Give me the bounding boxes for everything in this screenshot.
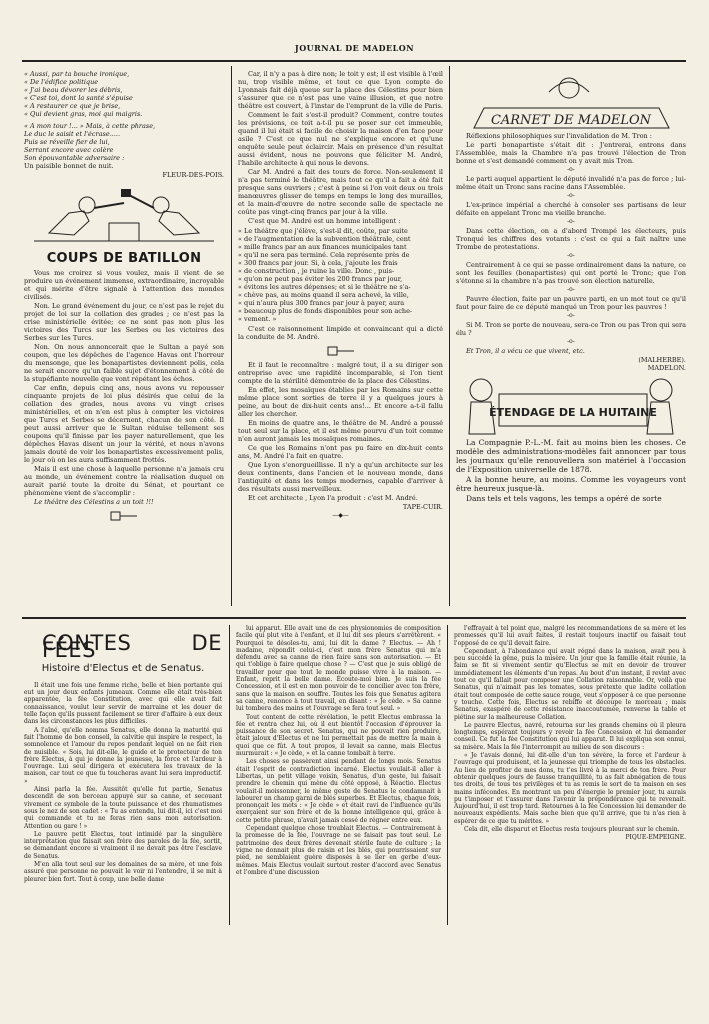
separator: -o-	[567, 252, 575, 259]
paragraph: Dans cette élection, on a d'abord Trompé les électeurs, puis Tronqué les chiffres des votants : c'est ce qui a fait naître une Trombe de protestations.	[456, 227, 686, 251]
paragraph: A la bonne heure, au moins. Comme les voyageurs vont être heureux jusque-là.	[456, 475, 686, 493]
paragraph: Le pauvre petit Electus, tout intimidé par la singulière interprétation que faisait son frère des paroles de la fée, sortit, se demandant encore si vraiment il ne devait pas être l'esclave de Senatus.	[24, 830, 222, 860]
paragraph: C'est que M. André est un homme intelligent :	[248, 217, 401, 225]
paragraph: Comment le fait s'est-il produit? Comment, contre toutes les prévisions, ce toit a-t-il pu se poser sur cet immeuble, quand il lui était si facile de choisir la maison d'en face pour asile ? C'est ce que nul ne s'explique encore et qu'une enquête seule peut éclaircir. Mais en présence d'un résultat aussi évident, nous ne pouvons que féliciter M. André, l'habile architecte à qui nous le devons.	[238, 111, 443, 167]
quote-line: « qu'il ne sera pas terminé. Cela représente près de	[238, 251, 410, 259]
poem-line: « De l'édifice politique	[24, 78, 99, 86]
quote-line: « vement. »	[238, 315, 277, 323]
quote-line: « mille francs par an aux finances municipales tant	[238, 243, 407, 251]
middle-rule	[22, 617, 686, 619]
paragraph: Et Tron, il a vécu ce que vivent, etc.	[466, 347, 585, 355]
paragraph: Car, il n'y a pas à dire non; le toit y est; il est visible à l'œil nu, trop visible même, et tout ce que Lyon compte de Lyonnais fait déjà queue sur la place des Célestins pour bien s'assurer que ce n'est pas une vaine illusion, et que notre théâtre est couvert, à l'instar de l'emprunt de la ville de Paris.	[238, 70, 443, 110]
signature-tape-cuir: TAPE-CUIR.	[402, 503, 443, 511]
poem-line: « A restaurer ce que je brise,	[24, 102, 121, 110]
column-divider-1	[231, 66, 232, 606]
etendage-banner-title: ÉTENDAGE DE LA HUITAINE	[489, 406, 657, 419]
quote-line: « beaucoup plus de fonds disponibles pour son ache-	[238, 307, 413, 315]
paragraph: Car M. André a fait des tours de force. Non-seulement il n'a pas terminé le théâtre, mais tout ce qu'il a fait a été fait presque sans ouvriers ; c'est à peine si l'on voit deux ou trois manœuvres glisser de temps en temps le long des murailles, et la main-d'œuvre de notre seconde salle de spectacle ne coûte pas vingt-cinq francs par jour à la ville.	[238, 168, 443, 216]
contes-subtitle: Histoire d'Electus et de Senatus.	[41, 662, 205, 674]
paragraph: Les choses se passèrent ainsi pendant de longs mois. Senatus était l'esprit de contradiction incarné. Electus voulait-il aller à Libertas, un petit village voisin, Senatus, d'un geste, lui faisait prendre le chemin qui mène du côté opposé, à Réactio. Electus voulait-il moissonner, le même geste de Senatus le condamnait à labourer un champ garni de blés superbes. Et Electus, chaque fois, prononçait les mots : « Je cède » et était ravi de l'influence qu'ils exerçaient sur son frère et de la bonne intelligence qui, grâce à cette petite phrase, n'avait jamais cessé de régner entre eux.	[236, 758, 441, 824]
paragraph: Car enfin, depuis cinq ans, nous avons vu repousser cinquante projets de loi plus désirés que celui de la collation des grades, nous avons vu vingt crises ministérielles, et on n'en est plus à compter les victoires que Turcs et Serbes se décernent, chacun de son côté. Il peut aussi arriver que le Sultan réduise tellement ses coupons qu'il finisse par les payer naturellement, que les dépêches Havas disent un jour la vérité, et nous n'avons jamais douté de voir les bonapartistes excessivement polis, le jour où on les aura suffisamment frottés.	[24, 384, 224, 464]
paragraph: L'ex-prince impérial a cherché à consoler ses partisans de leur défaite en appelant Tronc ma vieille branche.	[456, 201, 686, 217]
paragraph: Mais il est une chose à laquelle personne n'a jamais cru au monde, un événement contre la réalisation duquel on aurait parié toute la droite du Sénat, et pourtant ce phénomène vient de s'accomplir :	[24, 465, 224, 497]
poem-line: Le duc le saisit et l'écrase.....	[24, 130, 121, 138]
closing-line: Le théâtre des Célestins a un toit !!!	[34, 498, 154, 506]
headline-coups-de-batillon: COUPS DE BATILLON	[46, 251, 202, 266]
paragraph: lui apparut. Elle avait une de ces physionomies de composition facile qui plut vite à l'enfant, et il lui dit ses pleurs s'arrêtèrent. « Pourquoi te désoles-tu, ami, lui dit la dame ? Electus. — Ah ! madame, répondit celui-ci, c'est mon frère Senatus qui m'a défendu avec sa canne de rien faire sans son autorisation. — Et qui t'oblige à faire quelque chose ? — C'est que je suis obligé de travailler pour que tout le monde puisse vivre à la maison. — Enfant, reprit la belle dame. Écoute-moi bien. Je suis la fée Concession, et il est en mon pouvoir de te concilier avec ton frère, sans que la maison en souffre. Toutes les fois que Senatus agitera sa canne, renonce à tout travail, en disant : « Je cède. » Sa canne lui tombera des mains et l'ouvrage se fera tout seul. »	[236, 625, 441, 713]
column-left	[24, 70, 224, 615]
column-divider-2	[449, 66, 450, 606]
separator: -o-	[567, 312, 575, 319]
quote-line: « chève pas, au moins quand il sera achevé, la ville,	[238, 291, 409, 299]
poem-line: Puis se réveille fier de lui,	[24, 138, 110, 146]
poem-line: Un paisible bonnet de nuit.	[24, 162, 114, 170]
poem-line: « J'ai beau dévorer les débris,	[24, 86, 123, 94]
quote-line: « évitons les autres dépenses; et si le théâtre ne s'a-	[238, 283, 411, 291]
poem-signature: FLEUR-DES-POIS.	[162, 171, 224, 179]
poem	[24, 70, 224, 179]
paragraph: En effet, les mosaïques établies par les Romains sur cette même place sont sorties de terre il y a quelques jours à peine, au bout de dix-huit cents ans!... Et encore a-t-il fallu aller les chercher.	[238, 386, 443, 418]
paragraph: Cela dit, elle disparut et Electus resta toujours pleurant sur le chemin.	[464, 826, 680, 834]
paragraph: Centrairement à ce qui se passe ordinairement dans la nature, ce sont les feuilles (bonapartistes) qui ont porté le Tronc; que l'on s'étonne si la chambre n'a pas trouvé son élection naturelle.	[456, 261, 686, 285]
paragraph: Le parti bonapartiste s'était dit : J'entrerai, entrons dans l'Assemblée, mais la Chambre n'a pas trouvé l'élection de Tron bonne et s'est demandé comment on y avait mis Tron.	[456, 141, 686, 165]
paragraph: Cependant, à l'abondance qui avait régné dans la maison, avait peu à peu succédé la gêne, puis la misère. Un jour que la famille était réunie, la faim se fit si vivement sentir qu'Electus se mit en devoir de trouver immédiatement les éléments d'un repas. Au bout d'un instant, il revint avec tout ce qu'il fallait pour composer une Collation raisonnable. Or, voilà que Senatus, qui n'aimait pas les tomates, sous prétexte que ladite collation était tout composée de cette sauce rouge, veut s'opposer à ce que personne y touche. Cette fois, Electus se rebiffe et découpe le morceau ; mais Senatus, exaspéré de cette résistance inaccoutumée, renverse la table et piétine sur la malheureuse Collation.	[454, 647, 686, 721]
carnet-banner-title: CARNET DE MADELON	[490, 113, 651, 128]
poem-line: « Aussi, par ta bouche ironique,	[24, 70, 130, 78]
paragraph: Et il faut le reconnaître : malgré tout, il a su diriger son entreprise avec une rapidité incomparable, si l'on tient compte de la stérilité démontrée de la place des Célestins.	[238, 361, 443, 385]
column-middle	[238, 70, 443, 615]
contes-column-1	[24, 622, 222, 927]
running-head: JOURNAL DE MADELON	[294, 43, 415, 53]
contes-column-3	[454, 625, 686, 927]
quote-line: « Le théâtre que j'élève, s'est-il dit, coûte, par suite	[238, 227, 408, 235]
paragraph: Réflexions philosophiques sur l'invalidation de M. Tron :	[466, 132, 652, 140]
paragraph: A l'aîné, qu'elle nomma Senatus, elle donna la maturité qui fait l'homme de bon conseil, la calvitie qui inspire le respect, la somnolence et l'amour du repos pendant lequel on ne fait rien de nuisible. « Sois, lui dit-elle, le guide et le protecteur de ton frère Electus, à qui je donne la jeunesse, la force et l'ardeur à l'ouvrage. Lui seul dirigera et exécutera les travaux de la maison, car tout ce que tu toucheras avant lui sera improductif. »	[24, 726, 222, 785]
column-divider-lower-1	[229, 625, 230, 925]
paragraph: En moins de quatre ans, le théâtre de M. André a poussé tout seul sur la place, et il est même pourvu d'un toit comme n'en auront jamais les mosaïques romaines.	[238, 419, 443, 443]
paragraph: Dans tels et tels vagons, les temps a opéré de sorte	[466, 494, 662, 503]
paragraph: Pauvre élection, faite par un pauvre parti, en un mot tout ce qu'il faut pour faire de ce député manqué un Tron pour les pauvres !	[456, 295, 686, 311]
architect-quote	[238, 227, 443, 323]
poem-line: « A mon tour !... » Mais, à cette phrase,	[24, 122, 156, 130]
paragraph: Le parti auquel appartient le député invalidé n'a pas de force ; lui-même était un Tronc sans racine dans l'Assemblée.	[456, 175, 686, 191]
separator: -o-	[567, 166, 575, 173]
separator: -o-	[567, 218, 575, 225]
contes-title: CONTES DE FÉES	[42, 631, 222, 663]
quote-line: « de l'augmentation de la subvention théâtrale, cent	[238, 235, 411, 243]
duel-illustration	[29, 183, 219, 251]
trowel-icon	[326, 345, 356, 357]
paragraph: « Je t'avais donné, lui dit-elle d'un ton sévère, la force et l'ardeur à l'ouvrage qui produisent, et la jeunesse qui triomphe de tous les obstacles. Au lieu de profiter de mes dons, tu t'es livré à la merci de ton frère. Pour obtenir quelques jours de fausse tranquillité, tu as fait abnégation de tous tes droits, de tous tes privilèges et tu as remis le sort de ta maison en ses mains infécondes. En montrant un peu d'énergie le premier jour, tu aurais pu t'imposer et t'assurer dans l'avenir la prépondérance qui te revenait. Aujourd'hui, il est trop tard. Retournes à la fée Concession lui demander de nouveaux expédients. Mais sache bien que qu'il arrive, que tu n'as rien à espérer de ce que tu mérites. »	[454, 752, 686, 825]
separator: -o-	[567, 192, 575, 199]
paragraph: Que Lyon s'enorgueillisse. Il n'y a qu'un architecte sur les deux continents, dans l'ancien et le nouveau monde, dans l'antiquité et dans les temps modernes, capable d'arriver à des résultats aussi merveilleux.	[238, 461, 443, 493]
carnet-banner	[469, 70, 674, 132]
column-right	[456, 70, 686, 615]
paragraph: Tout content de cette révélation, le petit Electus embrassa la fée et rentra chez lui, où il eut bientôt l'occasion d'éprouver la puissance de son secret. Senatus, qui ne pouvait rien produire, était jaloux d'Electus et ne lui permettait pas de mettre la main à quoi que ce fût. A tout propos, il levait sa canne, mais Electus murmurait : « Je cède, » et la canne tombait à terre.	[236, 713, 441, 758]
paragraph: l'effrayait à tel point que, malgré les recommandations de sa mère et les promesses qu'il lui avait faites, il restait toujours inactif ou faisait tout l'opposé de ce qu'il devait faire.	[454, 625, 686, 647]
quote-line: « qui n'aura plus 300 francs par jour à payer, aura	[238, 299, 405, 307]
poem-line: « Qui devient gras, moi qui maigris.	[24, 110, 143, 118]
paragraph: Et cet architecte , Lyon l'a produit : c'est M. André.	[248, 494, 418, 502]
separator: -o-	[567, 286, 575, 293]
paragraph: Vous me croirez si vous voulez, mais il vient de se produire un événement immense, extraordinaire, incroyable et qui mérite d'être signalé à l'attention des mondes civilisés.	[24, 269, 224, 301]
paragraph: Si M. Tron se porte de nouveau, sera-ce Tron ou pas Tron qui sera élu ?	[456, 321, 686, 337]
quote-line: « de construction , je ruine la ville. Donc , puis-	[238, 267, 395, 275]
ornament-divider: —◆—	[332, 512, 349, 519]
poem-line: « C'est toi, dont la santé s'épuise	[24, 94, 133, 102]
etendage-banner	[461, 372, 681, 438]
signature-pique-empeigne: PIQUE-EMPEIGNE.	[625, 834, 686, 842]
paragraph: Cependant quelque chose troublait Electus. — Contrairement à la promesse de la fée, l'ouvrage ne se faisait pas tout seul. Le patrimoine des deux frères devenait stérile faute de culture ; la vigne ne donnait plus de raisin et les blés, qui pourrissaient sur pied, ne semblaient guère disposés à se lier en gerbe d'eux-mêmes. Mais Electus voulait surtout rester d'accord avec Senatus et l'ombre d'une discussion	[236, 825, 441, 876]
paragraph: M'en alla tout seul sur les domaines de sa mère, et une fois assuré que personne ne pouvait le voir ni l'entendre, il se mit à pleurer bien fort. Tout à coup, une belle dame	[24, 861, 222, 883]
column-divider-lower-2	[447, 625, 448, 925]
paragraph: Ainsi parla la fée. Aussitôt qu'elle fut partie, Senatus descendit de son berceau appuyé sur sa canne, et secouant vivement ce symbole de la toute puissance et des rhumatismes sous le nez de son cadet : « Tu as entendu, lui dit-il, ici c'est moi qui commande et tu ne feras rien sans mon autorisation. Attention ou gare ! »	[24, 786, 222, 830]
paragraph: La Compagnie P.-L.-M. fait au moins bien les choses. Ce modèle des administrations-modèles fait annoncer par tous les journaux qu'elle renouvellera son matériel à l'occasion de l'Exposition universelle de 1878.	[456, 438, 686, 474]
quote-line: « qu'on ne peut pas éviter les 200 francs par jour,	[238, 275, 403, 283]
paragraph: Le pauvre Electus, navré, retourna sur les grands chemins où il pleura longtemps, espérant toujours y revoir la fée Concession et lui demander conseil. Ce fut la fée Constitution qui lui apparut. Il lui expliqua son ennui, sa misère. Mais la fée l'interrompit au milieu de son discours :	[454, 721, 686, 751]
contes-column-2	[236, 625, 441, 927]
separator: -o-	[567, 338, 575, 345]
paragraph: Ce que les Romains n'ont pas pu faire en dix-huit cents ans, M. André l'a fait en quatre.	[238, 444, 443, 460]
paragraph: Non. On nous annoncerait que le Sultan a payé son coupon, que les dépêches de l'agence Havas ont l'horreur du mensonge, que les bonapartistes deviennent polis, cela ne serait encore qu'un faible sujet d'étonnement à côté de la stupéfiante nouvelle que vont répétant les échos.	[24, 343, 224, 383]
citation-malherbe: (MALHERBE).	[638, 356, 686, 364]
mallet-icon	[109, 510, 139, 522]
poem-line: Son épouvantable adversaire :	[24, 154, 125, 162]
paragraph: Il était une fois une femme riche, belle et bien portante qui eut un jour deux enfants jumeaux. Comme elle était très-bien apparentée, la fée Constitution, avec qui elle avait fait connaissance, voulut leur servir de marraine et les douer de telle façon qu'ils pussent facilement se tirer d'affaire à eux deux dans les circonstances les plus difficiles.	[24, 681, 222, 726]
paragraph: Non. Le grand événement du jour, ce n'est pas le rejet du projet de loi sur la collation des grades ; ce n'est pas la crise ministérielle évitée; ce ne sont pas non plus les victoires des Turcs sur les Serbes ou les victoires des Serbes sur les Turcs.	[24, 302, 224, 342]
poem-line: Serrant encore avec colère	[24, 146, 114, 154]
signature-madelon: MADELON.	[647, 364, 686, 372]
paragraph: C'est ce raisonnement limpide et convaincant qui a dicté la conduite de M. André.	[238, 325, 443, 341]
top-rule	[22, 60, 686, 62]
quote-line: « 300 francs par jour. Si, à cela, j'ajoute les frais	[238, 259, 398, 267]
